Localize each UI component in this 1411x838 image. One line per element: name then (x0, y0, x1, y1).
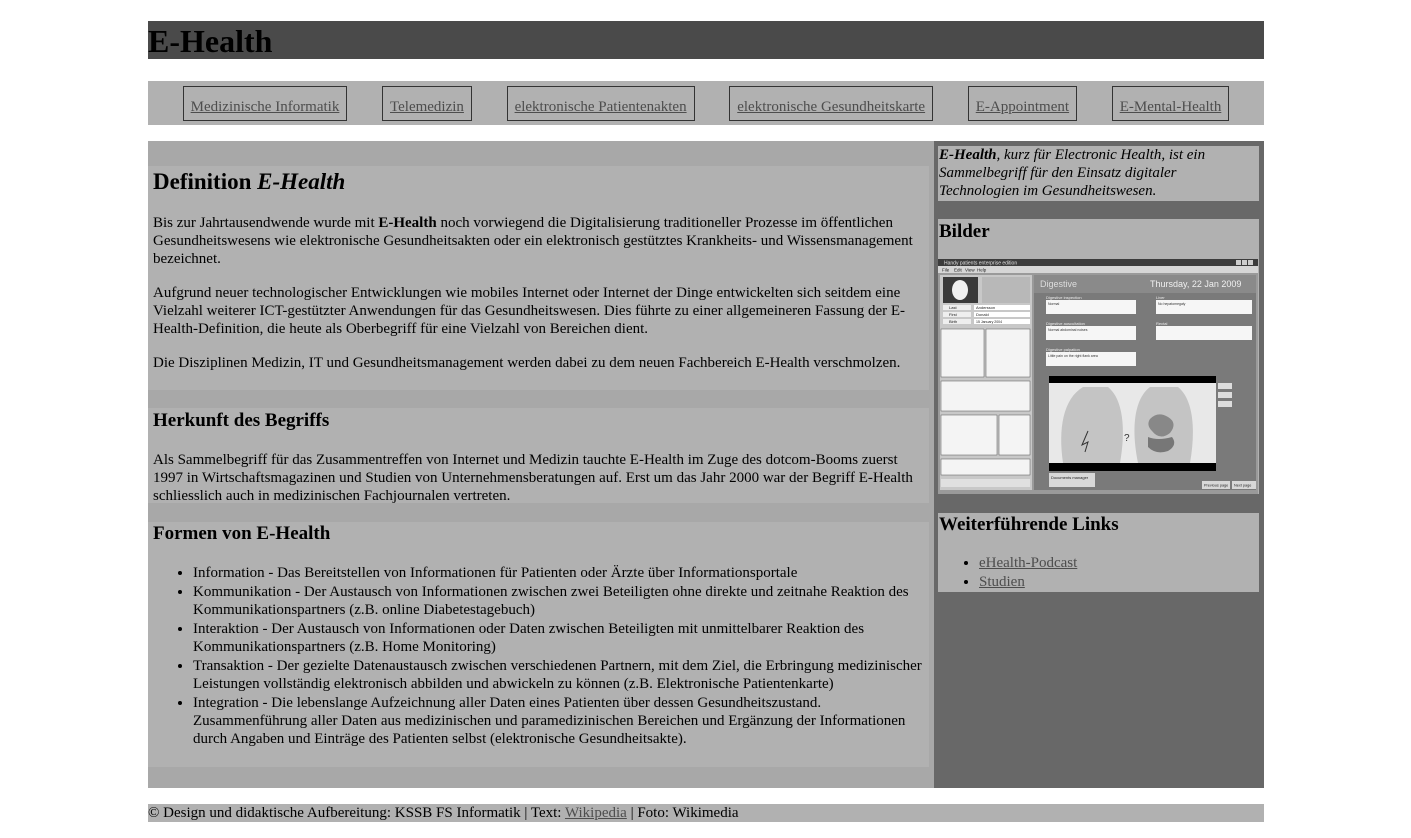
svg-text:Last: Last (949, 305, 957, 310)
formen-heading: Formen von E-Health (153, 523, 331, 544)
main-content (148, 141, 934, 788)
nav-e-appointment[interactable]: E-Appointment (968, 86, 1077, 121)
site-title: E-Health (148, 23, 273, 59)
footer-credits: © Design und didaktische Aufbereitung: KSSB FS Informatik | Text: (148, 805, 565, 821)
svg-text:Normal abdominal noises: Normal abdominal noises (1048, 328, 1088, 332)
nav-e-mental-health[interactable]: E-Mental-Health (1112, 86, 1230, 121)
svg-text:15 January 2004: 15 January 2004 (976, 320, 1003, 324)
links-list (939, 554, 1259, 592)
links-heading: Weiterführende Links (939, 514, 1119, 535)
bilder-heading: Bilder (939, 221, 990, 242)
svg-text:Help: Help (977, 267, 987, 273)
svg-text:Birth: Birth (949, 319, 958, 324)
svg-text:Digestive palpation: Digestive palpation (1046, 347, 1080, 352)
list-item: • Interaktion - Der Austausch von Informationen oder Daten zwischen Beteiligten mit unmittelbarer Reaktion des Kommunikationspartners (z.B. Home Monitoring) (193, 620, 929, 656)
svg-text:Previous page: Previous page (1204, 483, 1229, 488)
definition-paragraph-2: Aufgrund neuer technologischer Entwicklungen wie mobiles Internet oder Internet der Dinge entwickelten sich seitdem eine Vielzahl weiterer ICT-gestützter Anwendungen für das Gesundheitswesen. Dies führte zu einer allgemeineren Fassung der E-Health-Definition, die heute als Oberbegriff für eine Vielzahl von Bereichen dient. (153, 285, 906, 337)
section-herkunft (148, 408, 929, 503)
svg-text:View: View (965, 267, 975, 273)
page-footer (148, 804, 1264, 822)
list-item: • Information - Das Bereitstellen von Informationen für Patienten oder Ärzte über Informationsportale (193, 564, 929, 582)
list-item: • Transaktion - Der gezielte Datenaustausch zwischen verschiedenen Partnern, mit dem Ziel, die Erbringung medizinischer Leistungen vollständig elektronisch abbilden und abwickeln zu können (z.B. Elektronische Patientenkarte) (193, 657, 929, 693)
sidebar (934, 141, 1264, 788)
list-item: • Integration - Die lebenslange Aufzeichnung aller Daten eines Patienten über dessen Gesundheitszustand. Zusammenführung aller Daten aus medizinischen und paramedizinischen Bereichen und Ergänzung der Informationen durch Angaben und Einträge des Patienten selbst (elektronische Gesundheitsakte). (193, 694, 929, 748)
svg-text:Thursday, 22 Jan 2009: Thursday, 22 Jan 2009 (1150, 279, 1242, 289)
ehealth-software-screenshot[interactable] (938, 259, 1258, 494)
svg-text:Rectal: Rectal (1156, 321, 1168, 326)
svg-text:Digestive inspection: Digestive inspection (1046, 295, 1082, 300)
definition-paragraph-1: Bis zur Jahrtausendwende wurde mit E-Health noch vorwiegend die Digitalisierung traditioneller Prozesse im öffentlichen Gesundheitswesens wie elektronische Gesundheitsakten oder ein elektronisch gestütztes Krankheits- und Wissensmanagement bezeichnet. (153, 215, 913, 267)
herkunft-heading: Herkunft des Begriffs (153, 410, 330, 431)
nav-elektronische-gesundheitskarte[interactable]: elektronische Gesundheitskarte (729, 86, 933, 121)
footer-wikipedia-link[interactable]: Wikipedia (564, 805, 627, 821)
formen-list (153, 564, 929, 748)
svg-text:Normal: Normal (1048, 302, 1060, 306)
svg-text:Next page: Next page (1234, 483, 1252, 488)
sidebar-links (938, 513, 1259, 592)
svg-text:Handy patients enterprise edit: Handy patients enterprise edition (944, 260, 1018, 267)
list-item (979, 573, 1259, 592)
svg-text:File: File (942, 267, 950, 273)
link-ehealth-podcast[interactable]: eHealth-Podcast (979, 555, 1078, 571)
main-navigation (148, 81, 1264, 125)
herkunft-paragraph: Als Sammelbegriff für das Zusammentreffen von Internet und Medizin tauchte E-Health im Zuge des dotcom-Booms zuerst 1997 in Wirtschaftsmagazinen und Studien von Unternehmensberatungen auf. Erst um das Jahr 2000 war der Begriff E-Health schliesslich auch in medizinischen Fachjournalen vertreten. (153, 452, 913, 504)
page-header (148, 21, 1264, 59)
link-studien[interactable]: Studien (979, 574, 1025, 590)
svg-text:Andersson: Andersson (976, 305, 996, 310)
nav-medizinische-informatik[interactable]: Medizinische Informatik (183, 86, 348, 121)
nav-telemedizin[interactable]: Telemedizin (382, 86, 472, 121)
svg-text:Documents manager: Documents manager (1051, 475, 1089, 480)
section-formen (148, 522, 929, 767)
list-item: • Kommunikation - Der Austausch von Informationen zwischen zwei Beteiligten ohne direkte und zeitnahe Reaktion des Kommunikationspartners (z.B. online Diabetestagebuch) (193, 583, 929, 619)
footer-photo-credit: | Foto: Wikimedia (626, 805, 739, 821)
svg-text:Edit: Edit (954, 267, 962, 273)
sidebar-bilder (938, 219, 1259, 494)
list-item (979, 554, 1259, 573)
svg-text:Little pain on the right flank: Little pain on the right flank area (1048, 354, 1098, 358)
svg-text:Liver: Liver (1156, 295, 1165, 300)
svg-text:Digestive: Digestive (1040, 279, 1078, 289)
svg-text:?: ? (1124, 433, 1130, 444)
svg-text:First: First (949, 312, 957, 317)
svg-text:No hepatomegaly: No hepatomegaly (1158, 302, 1186, 306)
definition-heading: Definition E-Health (153, 169, 346, 194)
definition-paragraph-3: Die Disziplinen Medizin, IT und Gesundheitsmanagement werden dabei zu dem neuen Fachbereich E-Health verschmolzen. (153, 355, 901, 371)
section-definition (148, 166, 929, 390)
sidebar-intro: E-Health, kurz für Electronic Health, ist ein Sammelbegriff für den Einsatz digitaler Technologien im Gesundheitswesen. (938, 146, 1259, 201)
svg-text:Digestive auscultation: Digestive auscultation (1046, 321, 1085, 326)
nav-elektronische-patientenakten[interactable]: elektronische Patientenakten (507, 86, 695, 121)
svg-text:Donald: Donald (976, 312, 989, 317)
